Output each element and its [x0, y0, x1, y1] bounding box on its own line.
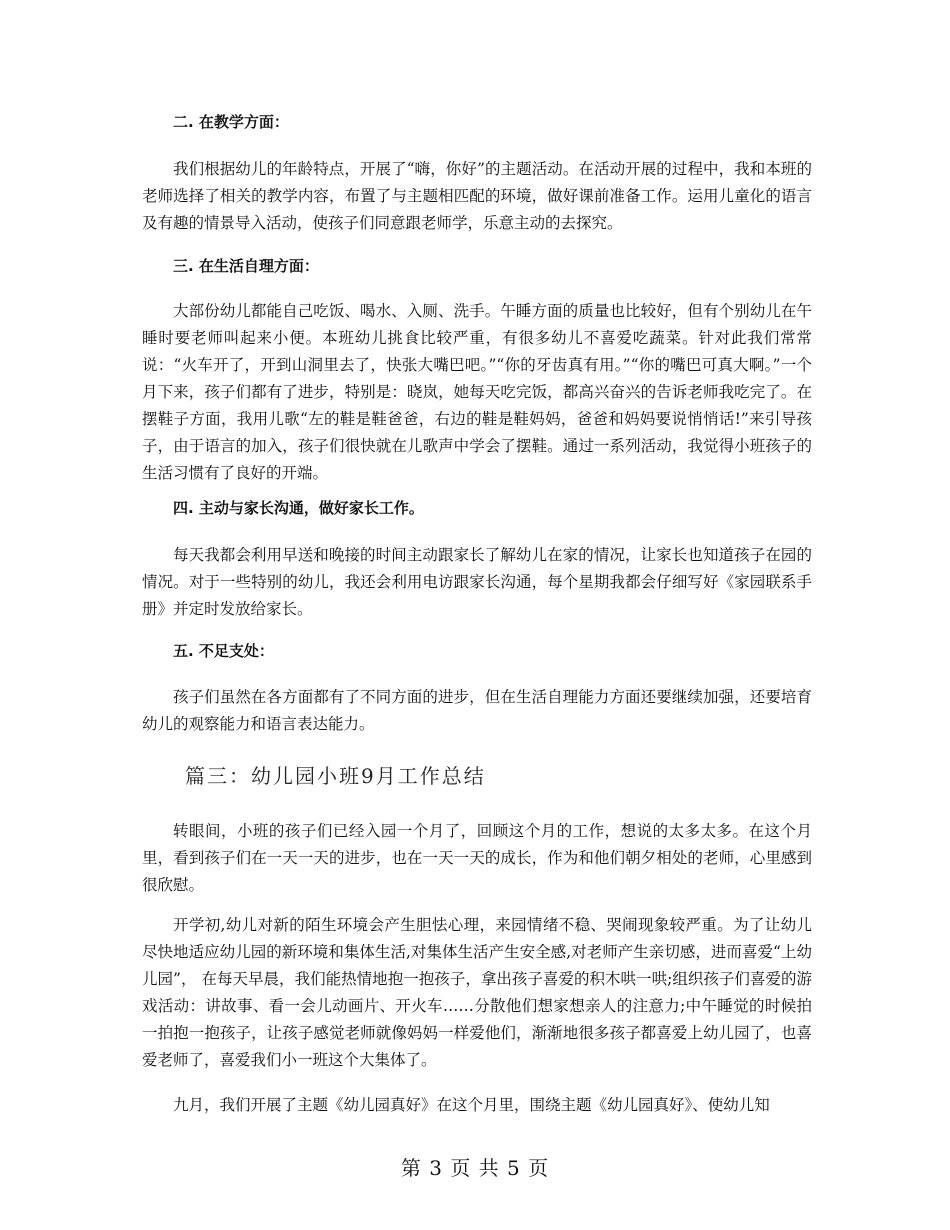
paragraph: 我们根据幼儿的年龄特点，开展了“嗨，你好”的主题活动。在活动开展的过程中，我和本班的老师选择了相关的教学内容，布置了与主题相匹配的环境，做好课前准备工作。运用儿童化的语言及有趣的情景导入活动，使孩子们同意跟老师学，乐意主动的去探究。	[142, 160, 812, 232]
page-footer: 第 3 页 共 5 页	[400, 1156, 550, 1180]
chapter-paragraph-2	[142, 912, 812, 1074]
chapter-paragraph-1	[142, 818, 812, 899]
section-heading-self-care: 三. 在生活自理方面：	[173, 257, 319, 275]
paragraph: 每天我都会利用早送和晚接的时间主动跟家长了解幼儿在家的情况，让家长也知道孩子在园的情况。对于一些特别的幼儿，我还会利用电访跟家长沟通，每个星期我都会仔细写好《家园联系手册》并定时发放给家长。	[142, 546, 812, 618]
paragraph: 九月，我们开展了主题《幼儿园真好》在这个月里，围绕主题《幼儿园真好》、使幼儿知	[173, 1096, 770, 1114]
paragraph: 大部份幼儿都能自己吃饭、喝水、入厕、洗手。午睡方面的质量也比较好，但有个别幼儿在午睡时要老师叫起来小便。本班幼儿挑食比较严重，有很多幼儿不喜爱吃蔬菜。针对此我们常常说：“火车开了，开到山洞里去了，快张大嘴巴吧。”“你的牙齿真有用。”“你的嘴巴可真大啊。”一个月下来，孩子们都有了进步，特别是：晓岚，她每天吃完饭，都高兴奋兴的告诉老师我吃完了。在摆鞋子方面，我用儿歌“左的鞋是鞋爸爸，右边的鞋是鞋妈妈，爸爸和妈妈要说悄悄话!”来引导孩子，由于语言的加入，孩子们很快就在儿歌声中学会了摆鞋。通过一系列活动，我觉得小班孩子的生活习惯有了良好的开端。	[142, 302, 812, 482]
paragraph: 开学初,幼儿对新的陌生环境会产生胆怯心理，来园情绪不稳、哭闹现象较严重。为了让幼儿尽快地适应幼儿园的新环境和集体生活,对集体生活产生安全感,对老师产生亲切感，进而喜爱“上幼儿园”， 在每天早晨，我们能热情地抱一抱孩子，拿出孩子喜爱的积木哄一哄;组织孩子们喜爱的游戏活动：讲故事、看一会儿动画片、开火车……分散他们想家想亲人的注意力;中午睡觉的时候拍一拍抱一抱孩子，让孩子感觉老师就像妈妈一样爱他们，渐渐地很多孩子都喜爱上幼儿园了，也喜爱老师了，喜爱我们小一班这个大集体了。	[142, 916, 813, 1069]
section-heading-parents: 四. 主动与家长沟通，做好家长工作。	[173, 499, 424, 517]
paragraph: 孩子们虽然在各方面都有了不同方面的进步，但在生活自理能力方面还要继续加强，还要培育幼儿的观察能力和语言表达能力。	[142, 688, 812, 733]
section-text-self-care	[142, 298, 812, 487]
section-heading-shortcomings: 五. 不足支处：	[173, 642, 274, 660]
section-text-teaching	[142, 156, 812, 237]
section-text-shortcomings	[142, 684, 812, 738]
paragraph: 转眼间，小班的孩子们已经入园一个月了，回顾这个月的工作，想说的太多太多。在这个月里，看到孩子们在一天一天的进步，也在一天一天的成长，作为和他们朝夕相处的老师，心里感到很欣慰。	[142, 822, 812, 894]
chapter-paragraph-3	[142, 1092, 812, 1119]
section-heading-teaching: 二. 在教学方面：	[173, 113, 289, 131]
chapter-title: 篇三：幼儿园小班9月工作总结	[185, 764, 486, 788]
section-text-parents	[142, 542, 812, 623]
